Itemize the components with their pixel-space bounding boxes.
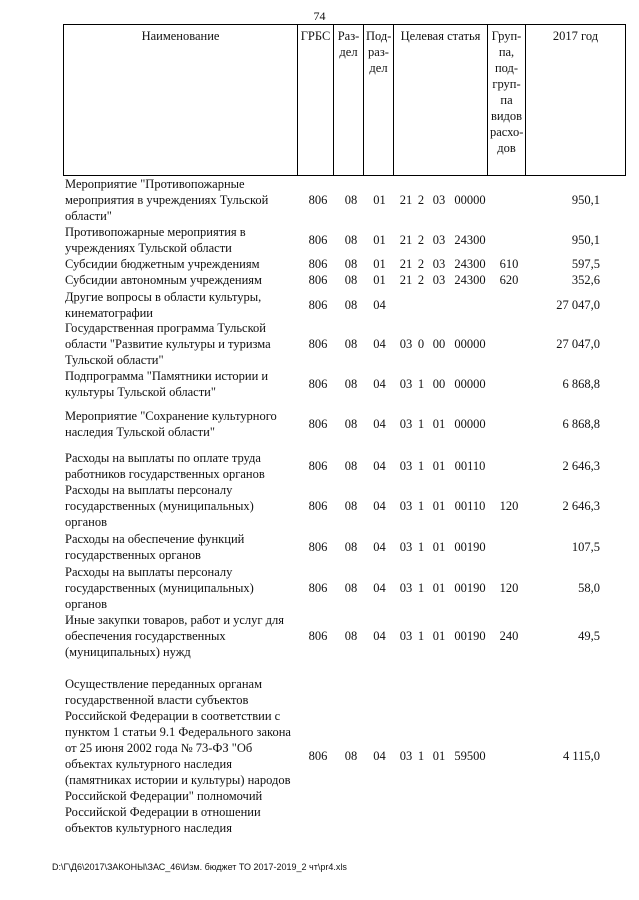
- cell-target-program: 03: [399, 540, 413, 554]
- cell-grbs: 806: [308, 193, 328, 207]
- cell-podrazdel: 04: [373, 749, 386, 763]
- cell-target-subprogram: 0: [417, 337, 425, 351]
- row-name: Расходы на выплаты персоналу государственных (муниципальных) органов: [65, 483, 254, 529]
- column-header-grbs: ГРБС: [298, 25, 334, 176]
- cell-target-subprogram: 1: [417, 629, 425, 643]
- cell-target-direction: 00000: [454, 417, 486, 431]
- cell-target-event: 03: [432, 193, 446, 207]
- cell-target-event: 03: [432, 233, 446, 247]
- cell-podrazdel: 04: [373, 337, 386, 351]
- cell-target-direction: 00000: [454, 193, 486, 207]
- cell-target-event: 01: [432, 581, 446, 595]
- cell-target-subprogram: 1: [417, 581, 425, 595]
- cell-target-program: 03: [399, 377, 413, 391]
- cell-grbs: 806: [308, 581, 328, 595]
- column-header-target: Целевая статья: [394, 25, 488, 176]
- cell-razdel: 08: [344, 337, 358, 351]
- cell-target-subprogram: 1: [417, 749, 425, 763]
- cell-podrazdel: 04: [373, 377, 386, 391]
- cell-grbs: 806: [308, 459, 328, 473]
- cell-target-program: 21: [399, 273, 413, 287]
- cell-target-direction: 59500: [454, 749, 486, 763]
- cell-expense-type: 610: [499, 257, 519, 271]
- cell-razdel: 08: [344, 417, 358, 431]
- column-header-podrazdel: Под- раз- дел: [364, 25, 394, 176]
- cell-target-event: 01: [432, 749, 446, 763]
- cell-target-subprogram: 1: [417, 377, 425, 391]
- cell-target-subprogram: 1: [417, 417, 425, 431]
- cell-podrazdel: 01: [373, 233, 386, 247]
- cell-target-direction: 00190: [454, 540, 486, 554]
- cell-amount-2017: 2 646,3: [562, 499, 600, 513]
- cell-grbs: 806: [308, 417, 328, 431]
- cell-razdel: 08: [344, 499, 358, 513]
- cell-podrazdel: 04: [373, 417, 386, 431]
- cell-razdel: 08: [344, 298, 358, 312]
- cell-razdel: 08: [344, 273, 358, 287]
- cell-target-event: 03: [432, 257, 446, 271]
- row-name: Расходы на обеспечение функций государственных органов: [65, 532, 245, 562]
- cell-target-event: 01: [432, 417, 446, 431]
- column-header-name: Наименование: [64, 25, 298, 176]
- row-name: Мероприятие "Сохранение культурного наследия Тульской области": [65, 409, 277, 439]
- cell-target-program: 21: [399, 257, 413, 271]
- cell-target-direction: 24300: [454, 257, 486, 271]
- cell-grbs: 806: [308, 499, 328, 513]
- column-header-razdel: Раз- дел: [334, 25, 364, 176]
- cell-amount-2017: 6 868,8: [562, 417, 600, 431]
- cell-razdel: 08: [344, 540, 358, 554]
- cell-razdel: 08: [344, 233, 358, 247]
- cell-target-program: 03: [399, 581, 413, 595]
- cell-target-event: 00: [432, 377, 446, 391]
- row-name: Мероприятие "Противопожарные мероприятия в учреждениях Тульской области": [65, 177, 269, 223]
- cell-target-program: 21: [399, 233, 413, 247]
- cell-amount-2017: 597,5: [571, 257, 600, 271]
- cell-target-direction: 00190: [454, 581, 486, 595]
- row-name: Расходы на выплаты по оплате труда работников государственных органов: [65, 451, 265, 481]
- cell-razdel: 08: [344, 629, 358, 643]
- row-name: Подпрограмма "Памятники истории и культуры Тульской области": [65, 369, 269, 399]
- cell-amount-2017: 58,0: [578, 581, 600, 595]
- cell-target-program: 03: [399, 337, 413, 351]
- cell-grbs: 806: [308, 337, 328, 351]
- cell-podrazdel: 04: [373, 581, 386, 595]
- cell-razdel: 08: [344, 581, 358, 595]
- cell-target-subprogram: 1: [417, 540, 425, 554]
- cell-expense-type: 620: [499, 273, 519, 287]
- column-header-year: 2017 год: [526, 25, 626, 176]
- cell-amount-2017: 950,1: [571, 233, 600, 247]
- cell-expense-type: 120: [499, 499, 519, 513]
- row-name: Субсидии бюджетным учреждениям: [65, 257, 260, 271]
- cell-target-event: 01: [432, 459, 446, 473]
- cell-target-subprogram: 2: [417, 233, 425, 247]
- cell-grbs: 806: [308, 540, 328, 554]
- row-name: Другие вопросы в области культуры, кинематографии: [65, 290, 262, 320]
- row-name: Иные закупки товаров, работ и услуг для обеспечения государственных (муниципальных) нужд: [65, 613, 285, 659]
- cell-amount-2017: 4 115,0: [562, 749, 600, 763]
- cell-target-event: 01: [432, 629, 446, 643]
- cell-target-program: 03: [399, 417, 413, 431]
- row-name: Осуществление переданных органам государственной власти субъектов Российской Федерации в соответствии с пунктом 1 статьи 9.1 Федерального закона от 25 июня 2002 года № 73-ФЗ "Об объектах культурного наследия (памятниках истории и культуры) народов Российской Федерации" полномочий Российской Федерации в отношении объектов культурного наследия: [65, 677, 291, 835]
- cell-podrazdel: 01: [373, 257, 386, 271]
- cell-podrazdel: 01: [373, 193, 386, 207]
- cell-podrazdel: 04: [373, 540, 386, 554]
- row-name: Расходы на выплаты персоналу государственных (муниципальных) органов: [65, 565, 254, 611]
- column-header-vid: Груп- па, под- груп- па видов расхо- дов: [488, 25, 526, 176]
- row-name: Субсидии автономным учреждениям: [65, 273, 262, 287]
- cell-razdel: 08: [344, 257, 358, 271]
- file-path-footer: D:\Г\Д6\2017\ЗАКОНЫ\ЗАС_46\Изм. бюджет ТО 2017-2019_2 чт\pr4.xls: [52, 862, 347, 872]
- cell-amount-2017: 2 646,3: [562, 459, 600, 473]
- cell-amount-2017: 27 047,0: [556, 298, 600, 312]
- cell-target-subprogram: 2: [417, 193, 425, 207]
- cell-target-direction: 00110: [454, 459, 486, 473]
- row-name: Государственная программа Тульской области "Развитие культуры и туризма Тульской области": [65, 321, 271, 367]
- cell-grbs: 806: [308, 273, 328, 287]
- cell-grbs: 806: [308, 233, 328, 247]
- cell-target-direction: 00000: [454, 377, 486, 391]
- cell-target-direction: 00110: [454, 499, 486, 513]
- cell-target-direction: 00000: [454, 337, 486, 351]
- cell-target-subprogram: 1: [417, 459, 425, 473]
- cell-expense-type: 120: [499, 581, 519, 595]
- cell-target-event: 03: [432, 273, 446, 287]
- cell-expense-type: 240: [499, 629, 519, 643]
- cell-podrazdel: 04: [373, 629, 386, 643]
- cell-grbs: 806: [308, 749, 328, 763]
- cell-razdel: 08: [344, 377, 358, 391]
- cell-amount-2017: 27 047,0: [556, 337, 600, 351]
- cell-amount-2017: 950,1: [571, 193, 600, 207]
- cell-grbs: 806: [308, 257, 328, 271]
- cell-grbs: 806: [308, 298, 328, 312]
- cell-amount-2017: 107,5: [571, 540, 600, 554]
- cell-target-program: 03: [399, 459, 413, 473]
- cell-amount-2017: 352,6: [571, 273, 600, 287]
- cell-podrazdel: 04: [373, 499, 386, 513]
- cell-target-program: 03: [399, 499, 413, 513]
- cell-target-event: 00: [432, 337, 446, 351]
- cell-target-direction: 00190: [454, 629, 486, 643]
- cell-podrazdel: 04: [373, 459, 386, 473]
- cell-target-direction: 24300: [454, 273, 486, 287]
- row-name: Противопожарные мероприятия в учреждениях Тульской области: [65, 225, 246, 255]
- cell-grbs: 806: [308, 377, 328, 391]
- cell-target-event: 01: [432, 540, 446, 554]
- cell-target-subprogram: 2: [417, 257, 425, 271]
- cell-target-subprogram: 1: [417, 499, 425, 513]
- cell-razdel: 08: [344, 193, 358, 207]
- cell-podrazdel: 01: [373, 273, 386, 287]
- cell-target-direction: 24300: [454, 233, 486, 247]
- cell-target-program: 03: [399, 749, 413, 763]
- cell-razdel: 08: [344, 459, 358, 473]
- page-number: 74: [313, 9, 326, 23]
- cell-razdel: 08: [344, 749, 358, 763]
- cell-target-program: 21: [399, 193, 413, 207]
- cell-target-subprogram: 2: [417, 273, 425, 287]
- cell-target-program: 03: [399, 629, 413, 643]
- cell-amount-2017: 6 868,8: [562, 377, 600, 391]
- cell-podrazdel: 04: [373, 298, 386, 312]
- cell-grbs: 806: [308, 629, 328, 643]
- cell-target-event: 01: [432, 499, 446, 513]
- cell-amount-2017: 49,5: [578, 629, 600, 643]
